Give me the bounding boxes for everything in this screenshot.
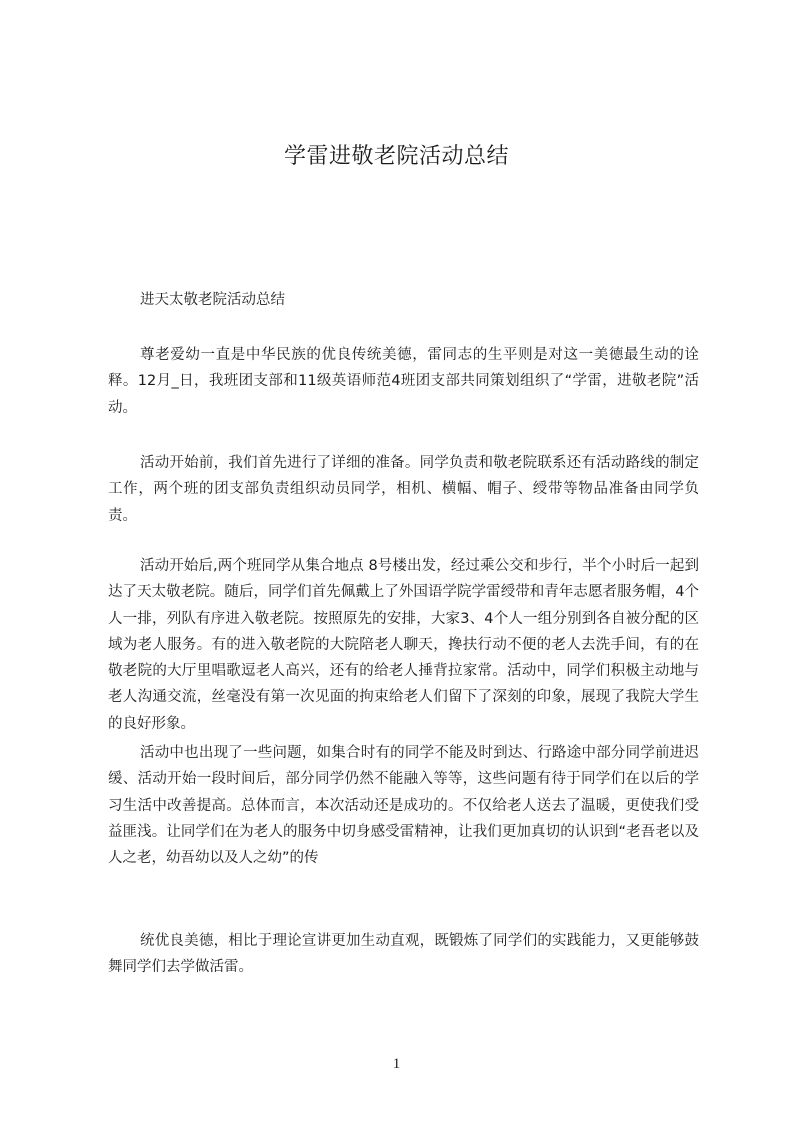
document-title: 学雷进敬老院活动总结 xyxy=(283,144,509,169)
paragraph: 尊老爱幼一直是中华民族的优良传统美德，雷同志的生平则是对这一美德最生动的诠释。12月_日，我班团支部和11级英语师范4班团支部共同策划组织了“学雷，进敬老院”活动。 xyxy=(108,347,699,416)
paragraph: 活动开始后,两个班同学从集合地点 8号楼出发，经过乘公交和步行，半个小时后一起到达了天太敬老院。随后，同学们首先佩戴上了外国语学院学雷绶带和青年志愿者服务帽，4个人一排，列队有序进入敬老院。按照原先的安排，大家3、4个人一组分别到各自被分配的区域为老人服务。有的进入敬老院的大院陪老人聊天，搀扶行动不便的老人去洗手间，有的在敬老院的大厅里唱歌逗老人高兴，还有的给老人捶背拉家常。活动中，同学们积极主动地与老人沟通交流，丝毫没有第一次见面的拘束给老人们留下了深刻的印象，展现了我院大学生的良好形象。 xyxy=(108,558,699,732)
paragraph: 活动开始前，我们首先进行了详细的准备。同学负责和敬老院联系还有活动路线的制定工作，两个班的团支部负责组织动员同学，相机、横幅、帽子、绶带等物品准备由同学负责。 xyxy=(108,455,699,524)
paragraph: 统优良美德，相比于理论宣讲更加生动直观，既锻炼了同学们的实践能力，又更能够鼓舞同学们去学做活雷。 xyxy=(108,933,699,976)
paragraph: 活动中也出现了一些问题，如集合时有的同学不能及时到达、行路途中部分同学前进迟缓、活动开始一段时间后，部分同学仍然不能融入等等，这些问题有待于同学们在以后的学习生活中改善提高。总体而言，本次活动还是成功的。不仅给老人送去了温暖，更使我们受益匪浅。让同学们在为老人的服务中切身感受雷精神，让我们更加真切的认识到“老吾老以及人之老，幼吾幼以及人之幼”的传 xyxy=(108,745,699,867)
page-number: 1 xyxy=(392,1056,401,1072)
document-subheading: 进天太敬老院活动总结 xyxy=(140,292,285,308)
